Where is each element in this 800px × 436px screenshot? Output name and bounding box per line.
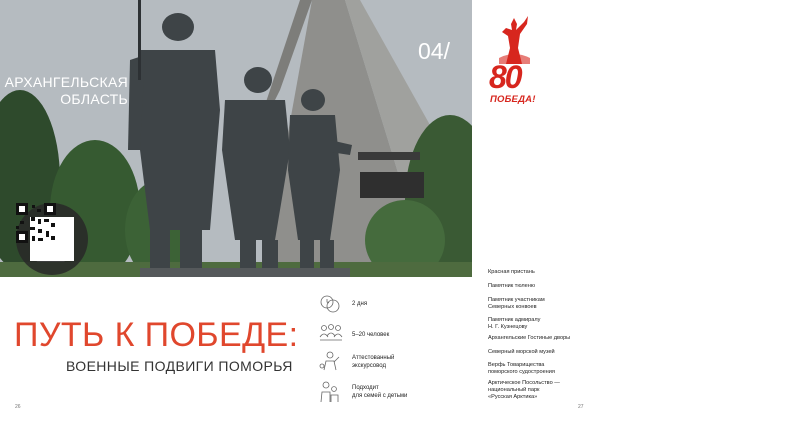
- list-item-line: Красная пристань: [488, 269, 535, 275]
- list-item: [488, 317, 588, 331]
- victory-80-logo: [488, 14, 540, 110]
- list-item-line: Архангельские Гостиные дворы: [488, 335, 571, 341]
- list-item-line: Н. Г. Кузнецову: [488, 324, 528, 330]
- page-number-right: 27: [578, 404, 584, 410]
- list-item-line: Памятник тюленю: [488, 283, 536, 289]
- region-line-2: ОБЛАСТЬ: [60, 91, 128, 107]
- page-number-left: 26: [15, 404, 21, 410]
- fact-line: для семей с детьми: [352, 393, 408, 399]
- section-number: 04/: [418, 38, 450, 64]
- family-icon: [318, 380, 342, 404]
- region-line-1: АРХАНГЕЛЬСКАЯ: [4, 74, 128, 90]
- fact-text: 5–20 человек: [352, 332, 390, 338]
- logo-number: 80: [489, 59, 521, 95]
- list-item: [488, 335, 588, 342]
- fact-text: [352, 354, 432, 370]
- list-item: [488, 283, 588, 290]
- calendar-icon: [318, 294, 342, 314]
- list-item-line: поморского судостроения: [488, 369, 555, 375]
- group-icon: [318, 323, 344, 343]
- list-item: [488, 380, 588, 401]
- main-title: ПУТЬ К ПОБЕДЕ:: [14, 316, 299, 354]
- fact-text: [352, 384, 432, 400]
- fact-line: экскурсовод: [352, 363, 386, 369]
- list-item-line: Северный морской музей: [488, 349, 555, 355]
- qr-code: [30, 217, 74, 261]
- list-item-line: национальный парк: [488, 387, 540, 393]
- fact-line: Подходит: [352, 385, 379, 391]
- list-item-line: Памятник адмиралу: [488, 317, 541, 323]
- logo-word: ПОБЕДА!: [490, 94, 536, 105]
- list-item: [488, 362, 588, 376]
- list-item: [488, 297, 588, 311]
- list-item: [488, 349, 588, 356]
- sub-title: ВОЕННЫЕ ПОДВИГИ ПОМОРЬЯ: [66, 358, 293, 374]
- qr-code-icon: [16, 203, 56, 243]
- monument-photo: [0, 0, 472, 277]
- list-item-line: Арктическое Посольство —: [488, 380, 560, 386]
- list-item-line: «Русская Арктика»: [488, 394, 538, 400]
- list-item-line: Памятник участникам: [488, 297, 545, 303]
- fact-line: Аттестованный: [352, 355, 395, 361]
- guide-icon: [318, 350, 342, 372]
- region-title: [0, 74, 128, 108]
- qr-code-badge[interactable]: [16, 203, 88, 275]
- list-item: [488, 269, 588, 276]
- list-item-line: Верфь Товарищества: [488, 362, 545, 368]
- fact-text: 2 дня: [352, 301, 368, 307]
- list-item-line: Северных конвоев: [488, 304, 537, 310]
